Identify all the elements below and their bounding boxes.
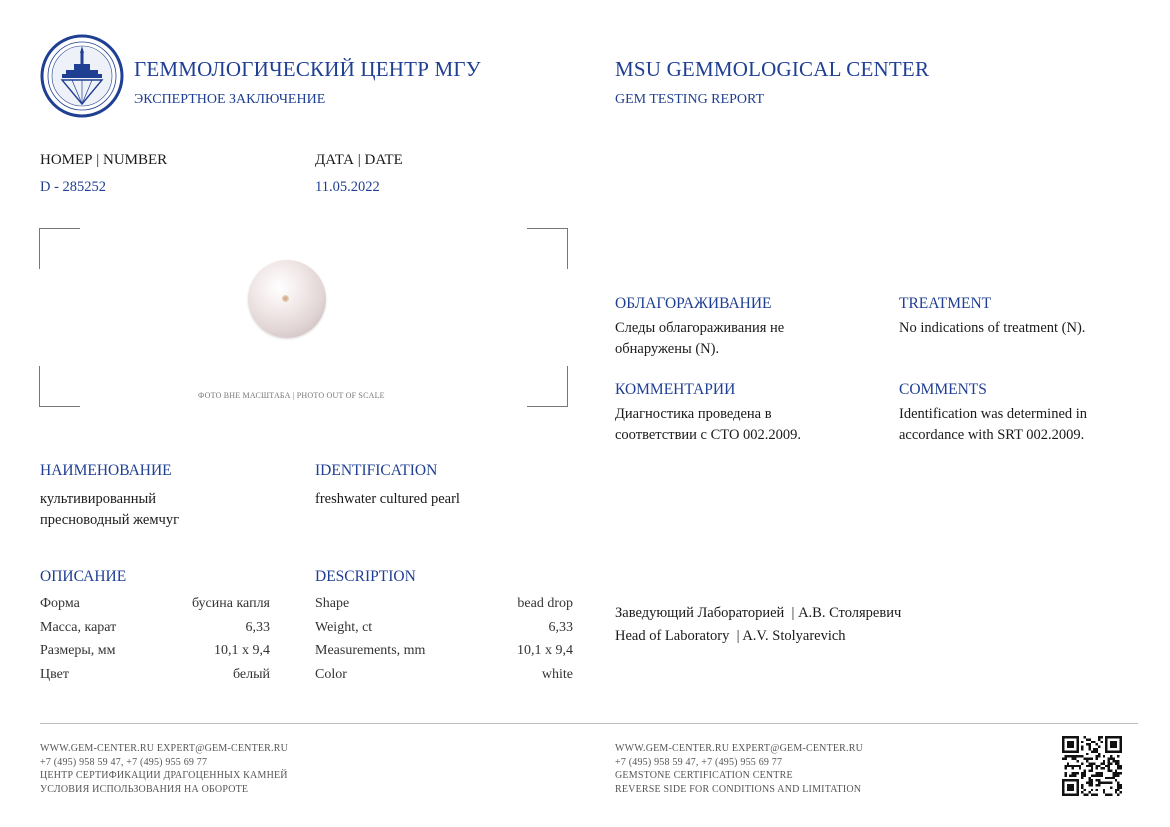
msu-seal-logo — [40, 34, 124, 118]
description-row-ru — [40, 667, 270, 683]
footer-ru-line: WWW.GEM-CENTER.RU EXPERT@GEM-CENTER.RU — [40, 743, 289, 754]
description-label: Масса, карат — [40, 620, 117, 635]
photo-frame-corner — [39, 228, 80, 269]
header-title-en: MSU GEMMOLOGICAL CENTER — [615, 57, 930, 81]
identification-ru-line1: культивированный — [40, 491, 157, 507]
description-label: Цвет — [40, 667, 69, 682]
description-label: Measurements, mm — [315, 643, 426, 658]
treatment-heading-ru: ОБЛАГОРАЖИВАНИЕ — [615, 295, 772, 312]
identification-heading-ru: НАИМЕНОВАНИЕ — [40, 462, 172, 479]
photo-frame-corner — [527, 228, 568, 269]
photo-frame-corner — [39, 366, 80, 407]
treatment-heading-en: TREATMENT — [899, 295, 992, 312]
signature-ru: Заведующий Лабораторией | А.В. Столяревич — [615, 605, 902, 621]
identification-en-text: freshwater cultured pearl — [315, 491, 460, 507]
description-value: белый — [232, 667, 270, 682]
photo-caption: ФОТО ВНЕ МАСШТАБА | PHOTO OUT OF SCALE — [198, 391, 385, 400]
number-value: D - 285252 — [40, 179, 107, 195]
treatment-en-line1: No indications of treatment (N). — [899, 320, 1086, 336]
comments-heading-en: COMMENTS — [899, 381, 987, 398]
description-row-ru — [40, 620, 270, 636]
photo-frame-corner — [527, 366, 568, 407]
footer-divider — [40, 723, 1138, 724]
description-label: Weight, ct — [315, 620, 373, 635]
identification-ru-line2: пресноводный жемчуг — [40, 512, 180, 528]
footer-en — [615, 742, 863, 796]
description-row-en — [315, 643, 573, 659]
identification-heading-en: IDENTIFICATION — [315, 462, 438, 479]
description-value: бусина капля — [191, 596, 270, 611]
treatment-ru-line1: Следы облагораживания не — [615, 320, 785, 336]
header-subtitle-en: GEM TESTING REPORT — [615, 92, 765, 107]
description-row-en — [315, 620, 573, 636]
pearl-drill-hole — [282, 295, 289, 302]
description-heading-ru: ОПИСАНИЕ — [40, 568, 127, 585]
number-label: НОМЕР | NUMBER — [40, 152, 168, 168]
footer-en-line: GEMSTONE CERTIFICATION CENTRE — [615, 770, 793, 781]
qr-code-icon — [1062, 736, 1122, 796]
description-value: white — [541, 667, 573, 682]
treatment-ru-line2: обнаружены (N). — [615, 341, 720, 357]
comments-en-line1: Identification was determined in — [899, 406, 1088, 422]
signature-en: Head of Laboratory | A.V. Stolyarevich — [615, 628, 846, 644]
description-value: 6,33 — [245, 620, 270, 635]
footer-en-line: WWW.GEM-CENTER.RU EXPERT@GEM-CENTER.RU — [615, 743, 864, 754]
description-label: Размеры, мм — [40, 643, 116, 658]
comments-ru-line2: соответствии с СТО 002.2009. — [615, 427, 802, 443]
date-value: 11.05.2022 — [315, 179, 380, 195]
description-label: Форма — [40, 596, 80, 611]
description-row-en — [315, 667, 573, 683]
footer-ru-line: +7 (495) 958 59 47, +7 (495) 955 69 77 — [40, 756, 208, 768]
description-row-ru — [40, 643, 270, 659]
description-label: Shape — [315, 596, 350, 611]
description-row-en — [315, 596, 573, 612]
footer-en-line: REVERSE SIDE FOR CONDITIONS AND LIMITATION — [615, 783, 862, 795]
header-title-ru: ГЕММОЛОГИЧЕСКИЙ ЦЕНТР МГУ — [134, 57, 481, 81]
footer-ru-line: УСЛОВИЯ ИСПОЛЬЗОВАНИЯ НА ОБОРОТЕ — [40, 783, 249, 795]
description-value: 6,33 — [548, 620, 573, 635]
description-label: Color — [315, 667, 347, 682]
footer-ru — [40, 742, 288, 796]
comments-en-line2: accordance with SRT 002.2009. — [899, 427, 1085, 443]
description-heading-en: DESCRIPTION — [315, 568, 416, 585]
comments-heading-ru: КОММЕНТАРИИ — [615, 381, 736, 398]
description-value: 10,1 x 9,4 — [214, 643, 270, 658]
pearl-photo — [248, 260, 326, 338]
footer-ru-line: ЦЕНТР СЕРТИФИКАЦИИ ДРАГОЦЕННЫХ КАМНЕЙ — [40, 770, 288, 781]
header-subtitle-ru: ЭКСПЕРТНОЕ ЗАКЛЮЧЕНИЕ — [134, 92, 326, 107]
footer-en-line: +7 (495) 958 59 47, +7 (495) 955 69 77 — [615, 756, 783, 768]
description-value: bead drop — [517, 596, 573, 611]
comments-ru-line1: Диагностика проведена в — [615, 406, 772, 422]
description-value: 10,1 x 9,4 — [517, 643, 573, 658]
description-row-ru — [40, 596, 270, 612]
date-label: ДАТА | DATE — [315, 152, 403, 168]
